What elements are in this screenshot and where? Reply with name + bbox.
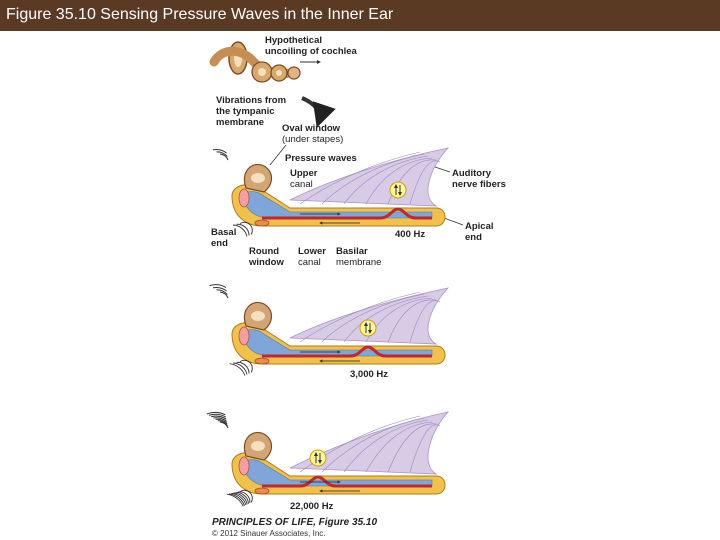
oval-window	[239, 327, 249, 345]
label-apical-1: Apical	[465, 221, 494, 232]
label-basal-2: end	[211, 238, 228, 249]
label-round-window-2: window	[249, 257, 284, 268]
cochlea-panel-22000hz	[207, 412, 448, 506]
exit-wave	[230, 364, 245, 376]
cochlea-panel-3000hz	[210, 285, 449, 376]
exit-wave	[227, 494, 243, 506]
credit-copyright: © 2012 Sinauer Associates, Inc.	[212, 529, 326, 538]
label-lower-canal-2: canal	[298, 257, 321, 268]
oval-window	[239, 457, 249, 475]
activated-hair-cells	[310, 450, 326, 466]
round-window	[255, 488, 269, 494]
frequency-label-3000hz: 3,000 Hz	[350, 369, 389, 380]
frequency-label-22000hz: 22,000 Hz	[290, 501, 334, 512]
transition-arrow	[302, 98, 319, 124]
label-lower-canal-1: Lower	[298, 246, 326, 257]
label-basilar-2: membrane	[336, 257, 382, 268]
stapes-hole	[251, 173, 265, 183]
credit-book: PRINCIPLES OF LIFE, Figure 35.10	[212, 517, 378, 528]
label-basilar-1: Basilar	[336, 246, 368, 257]
activated-hair-cells	[360, 320, 376, 336]
figure-title: Figure 35.10 Sensing Pressure Waves in the Inner Ear	[6, 6, 394, 23]
round-window	[255, 220, 269, 226]
sound-wave	[220, 292, 228, 298]
label-oval-window-1: Oval window	[282, 123, 341, 134]
frequency-label-400hz: 400 Hz	[395, 229, 426, 240]
label-auditory-2: nerve fibers	[452, 179, 506, 190]
label-round-window-1: Round	[249, 246, 280, 257]
label-hypothetical-1: Hypothetical	[265, 35, 323, 46]
label-upper-canal-2: canal	[290, 179, 313, 190]
activated-hair-cells	[390, 182, 406, 198]
label-pressure-waves: Pressure waves	[285, 153, 357, 164]
label-basal-1: Basal	[211, 227, 237, 238]
label-upper-canal-1: Upper	[290, 168, 318, 179]
label-vibrations-2: the tympanic	[216, 106, 275, 117]
round-window	[255, 358, 269, 364]
sound-wave	[220, 154, 228, 160]
label-hypothetical-2: uncoiling of cochlea	[265, 46, 357, 57]
label-apical-2: end	[465, 232, 482, 243]
label-vibrations-1: Vibrations from	[216, 95, 287, 106]
label-oval-window-2: (under stapes)	[282, 134, 344, 145]
stapes-hole	[251, 311, 265, 321]
oval-window	[239, 189, 249, 207]
stapes-hole	[251, 441, 265, 451]
label-vibrations-3: membrane	[216, 117, 265, 128]
label-auditory-1: Auditory	[452, 168, 492, 179]
